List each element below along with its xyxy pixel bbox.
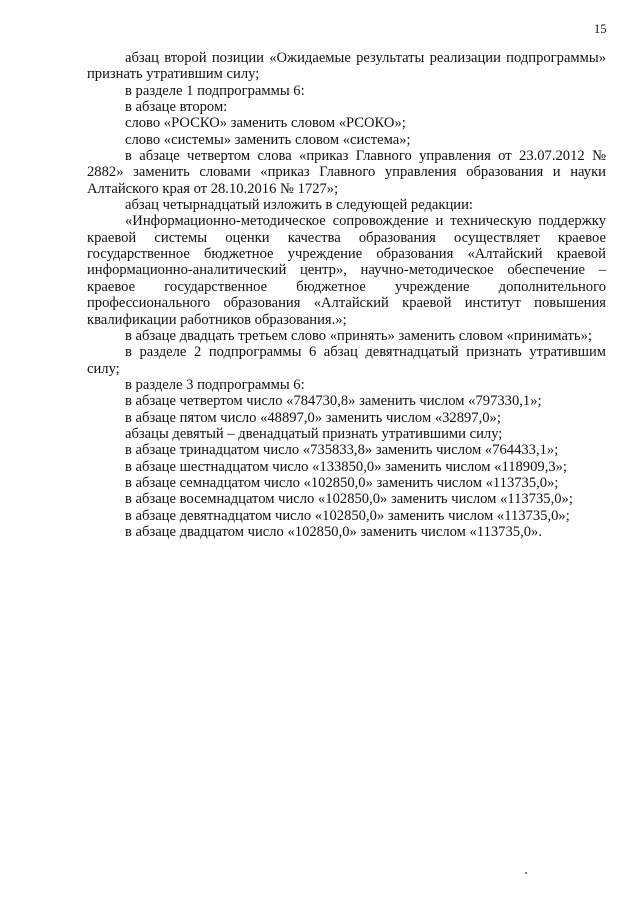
document-body <box>87 50 606 540</box>
paragraph: в абзаце втором: <box>125 99 228 116</box>
paragraph: в абзаце четвертом слова «приказ Главного управления от 23.07.2012 № 2882» заменить словами «приказ Главного управления образования и науки Алтайского края от 28.10.2016 № 1727»; <box>87 148 606 197</box>
scan-mark <box>525 872 527 874</box>
paragraph: абзац четырнадцатый изложить в следующей редакции: <box>125 197 473 214</box>
paragraph: в разделе 1 подпрограммы 6: <box>125 82 305 99</box>
paragraph: в абзаце восемнадцатом число «102850,0» заменить числом «113735,0»; <box>125 491 573 508</box>
paragraph: в абзаце двадцатом число «102850,0» заменить числом «113735,0». <box>125 523 542 540</box>
paragraph: абзац второй позиции «Ожидаемые результаты реализации подпрограммы» признать утратившим силу; <box>87 50 606 83</box>
paragraph: в абзаце тринадцатом число «735833,8» заменить числом «764433,1»; <box>125 442 559 459</box>
paragraph: в абзаце двадцать третьем слово «принять» заменить словом «принимать»; <box>125 327 592 344</box>
paragraph: в разделе 2 подпрограммы 6 абзац девятнадцатый признать утратившим силу; <box>87 344 606 377</box>
paragraph: в абзаце девятнадцатом число «102850,0» заменить числом «113735,0»; <box>125 507 570 524</box>
paragraph: в разделе 3 подпрограммы 6: <box>125 376 305 393</box>
paragraph: в абзаце шестнадцатом число «133850,0» заменить числом «118909,3»; <box>125 458 567 475</box>
page-number: 15 <box>594 22 607 36</box>
paragraph: в абзаце семнадцатом число «102850,0» заменить числом «113735,0»; <box>125 474 559 491</box>
paragraph: в абзаце пятом число «48897,0» заменить числом «32897,0»; <box>125 409 501 426</box>
paragraph: слово «системы» заменить словом «система»; <box>125 131 411 148</box>
paragraph: слово «РОСКО» заменить словом «РСОКО»; <box>125 115 406 132</box>
paragraph: абзацы девятый – двенадцатый признать утратившими силу; <box>125 425 503 442</box>
paragraph: в абзаце четвертом число «784730,8» заменить числом «797330,1»; <box>125 393 542 410</box>
paragraph: «Информационно-методическое сопровождение и техническую поддержку краевой системы оценки качества образования осуществляет краевое государственное бюджетное учреждение образования «Алтайский краевой информационно-аналитический центр», научно-методическое обеспечение – краевое государственное бюджетное учреждение дополнительного профессионального образования «Алтайский краевой институт повышения квалификации работников образования.»; <box>87 213 606 328</box>
